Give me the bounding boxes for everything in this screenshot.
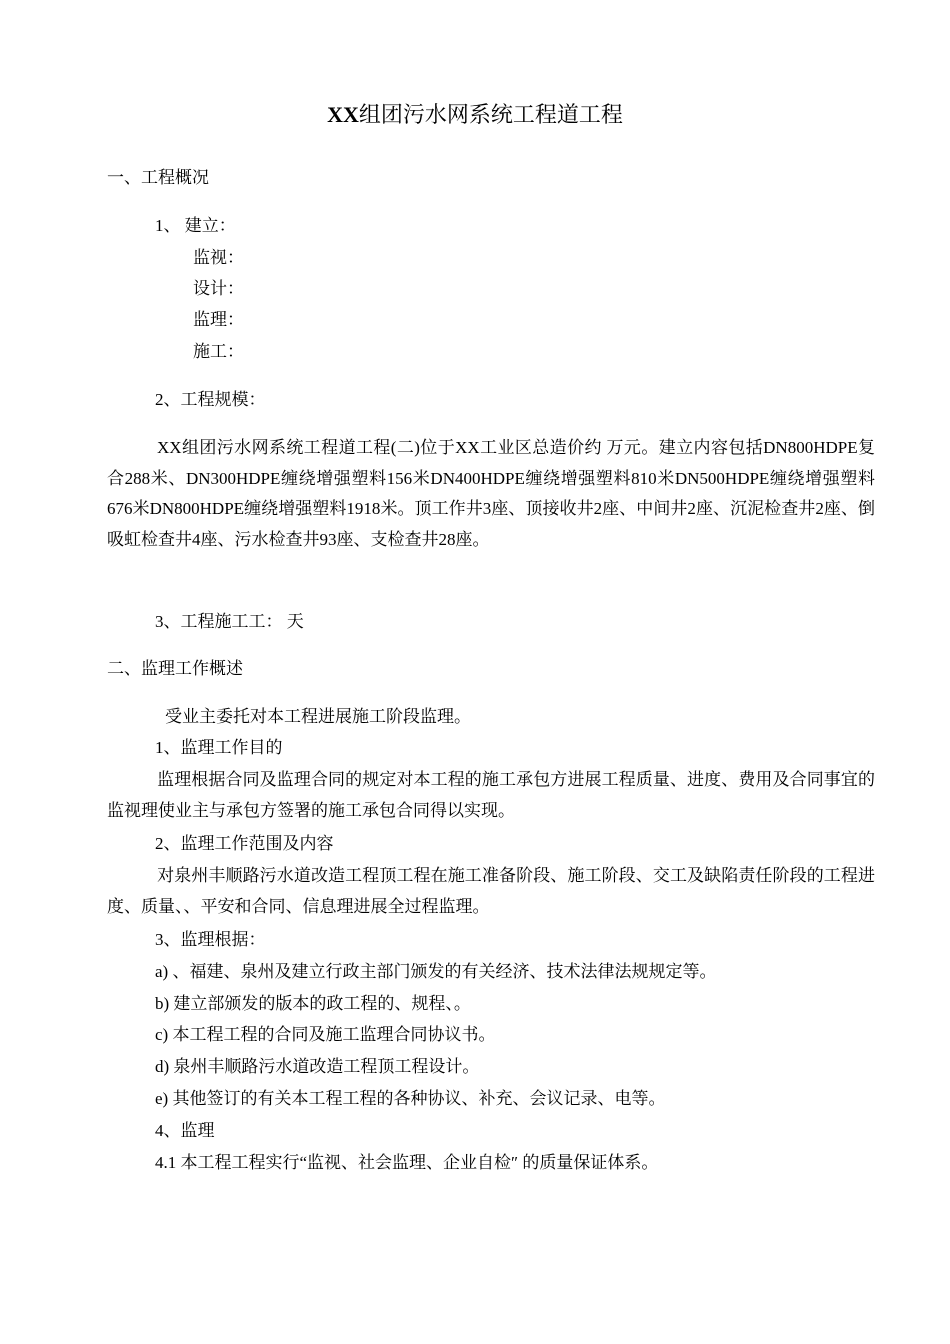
purpose-paragraph	[107, 765, 875, 826]
item3-label: 3、工程施工工： 天	[155, 612, 304, 631]
document-title	[0, 100, 950, 130]
scale-paragraph	[107, 433, 875, 555]
scope-label: 2、监理工作范围及内容	[155, 834, 334, 853]
basis-item-b: b) 建立部颁发的版本的政工程的、规程、。	[155, 994, 471, 1013]
role-design: 设计：	[193, 279, 244, 298]
section2-heading: 二、监理工作概述	[107, 659, 243, 678]
item2-label: 2、工程规模：	[155, 390, 266, 409]
scope-text: 对泉州丰顺路污水道改造工程顶工程在施工准备阶段、施工阶段、交工及缺陷责任阶段的工程进度、质量、、平安和合同、信息理进展全过程监理。	[107, 866, 875, 916]
item4-1: 4.1 本工程工程实行“监视、社会监理、企业自检″ 的质量保证体系。	[155, 1153, 659, 1172]
item1-label: 1、 建立：	[155, 216, 236, 235]
basis-label: 3、监理根据：	[155, 930, 266, 949]
title-text: 组团污水网系统工程道工程	[358, 102, 623, 127]
basis-item-e: e) 其他签订的有关本工程工程的各种协议、补充、会议记录、电等。	[155, 1089, 666, 1108]
role-supervision: 监视：	[193, 248, 244, 267]
role-construction: 施工：	[193, 342, 244, 361]
purpose-label: 1、监理工作目的	[155, 738, 283, 757]
section2-intro: 受业主委托对本工程进展施工阶段监理。	[165, 707, 471, 726]
basis-item-a: a) 、福建、泉州及建立行政主部门颁发的有关经济、技术法律法规规定等。	[155, 962, 717, 981]
scope-paragraph	[107, 861, 875, 922]
item4-label: 4、监理	[155, 1121, 215, 1140]
basis-item-d: d) 泉州丰顺路污水道改造工程顶工程设计。	[155, 1057, 480, 1076]
scale-text: XX组团污水网系统工程道工程(二)位于XX工业区总造价约 万元。建立内容包括DN800HDPE复合288米、DN300HDPE缠绕增强塑料156米DN400HDPE缠绕增强塑料810米DN500HDPE缠绕增强塑料676米DN800HDPE缠绕增强塑料1918米。顶工作井3座、顶接收井2座、中间井2座、沉泥检查井2座、倒吸虹检查井4座、污水检查井93座、支检查井28座。	[107, 438, 875, 549]
section1-heading: 一、工程概况	[107, 168, 209, 187]
role-inspection: 监理：	[193, 310, 244, 329]
title-prefix: XX	[327, 102, 359, 127]
basis-item-c: c) 本工程工程的合同及施工监理合同协议书。	[155, 1025, 496, 1044]
purpose-text: 监理根据合同及监理合同的规定对本工程的施工承包方进展工程质量、进度、费用及合同事宜的监视理使业主与承包方签署的施工承包合同得以实现。	[107, 770, 875, 820]
